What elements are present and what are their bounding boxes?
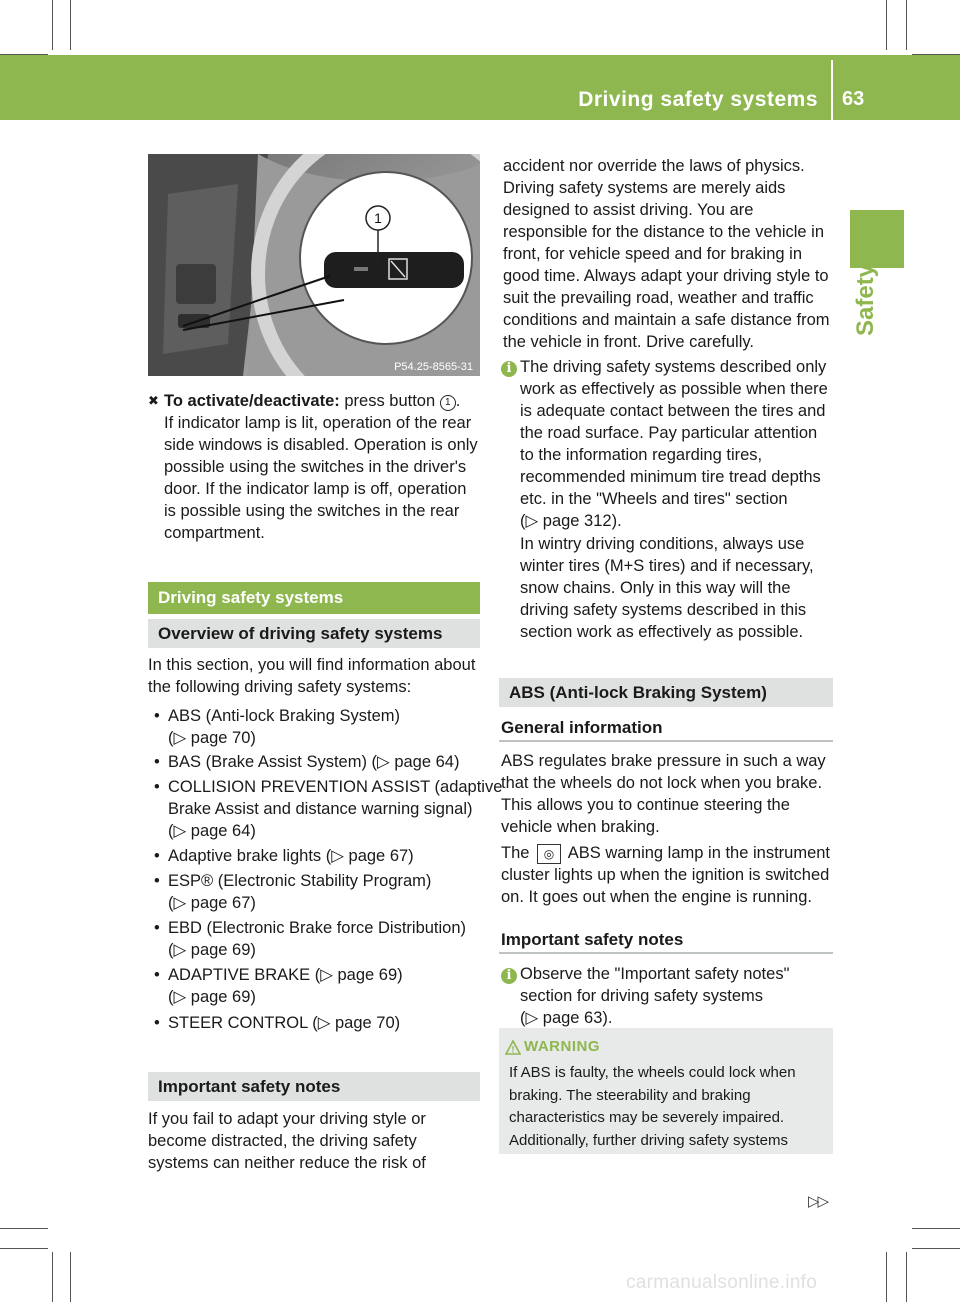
info-icon: i: [501, 361, 517, 377]
header-divider: [831, 60, 833, 120]
warning-text: If ABS is faulty, the wheels could lock when braking. The steerability and braking characteristics may be severely impaired. Additionally, further driving safety systems: [509, 1064, 796, 1149]
section-tab: [850, 210, 904, 268]
intro-paragraph: In this section, you will find information about the following driving safety systems:: [148, 656, 476, 696]
section-tab-label: Safety: [852, 263, 879, 336]
continued-paragraph: accident nor override the laws of physics. Driving safety systems are merely aids designed to assist driving. You are responsible for the distance to the vehicle in front, for vehicle speed and for braking in good time. Always adapt your driving style to suit the prevailing road, weather and traffic conditions and maintain a safe distance from the vehicle in front. Drive carefully.: [503, 157, 830, 351]
crop-mark: [906, 1252, 907, 1302]
important-paragraph: If you fail to adapt your driving style or become distracted, the driving safety systems can neither reduce the risk of: [148, 1110, 426, 1172]
info-icon: i: [501, 968, 517, 984]
important-safety-heading: Important safety notes: [501, 930, 684, 949]
svg-text:!: !: [511, 1044, 515, 1055]
section-heading: Driving safety systems: [148, 582, 480, 614]
crop-mark: [0, 1228, 48, 1229]
instruction-arrow: ✖: [148, 393, 159, 408]
crop-mark: [70, 1252, 71, 1302]
instruction-body: If indicator lamp is lit, operation of the rear side windows is disabled. Operation is only possible using the switches in the driver's door. If the indicator lamp is off, operation is possible using the switches in the rear compartment.: [164, 414, 478, 542]
page-number: 63: [842, 88, 865, 110]
info-note: The driving safety systems described only work as effectively as possible when there is adequate contact between the tires and the road surface. Pay particular attention to the information regarding tires, recommended minimum tire tread depths etc. in the "Wheels and tires" section (▷ page 312). In wintry driving conditions, always use winter tires (M+S tires) and if necessary, snow chains. Only in this way will the driving safety systems described in this section work as effectively as possible.: [520, 358, 828, 641]
running-title: Driving safety systems: [578, 88, 818, 111]
general-info-heading: General information: [501, 718, 663, 737]
abs-heading: ABS (Anti-lock Braking System): [499, 678, 833, 707]
svg-text:1: 1: [374, 210, 382, 226]
crop-mark: [906, 0, 907, 50]
abs-paragraph: ABS regulates brake pressure in such a way that the wheels do not lock when you brake. This allows you to continue steering the vehicle when braking.: [501, 752, 826, 836]
warning-title: WARNING: [524, 1038, 600, 1055]
callout-number-icon: 1: [440, 395, 456, 411]
crop-mark: [886, 1252, 887, 1302]
svg-text:P54.25-8565-31: P54.25-8565-31: [394, 361, 473, 373]
subsection-heading: Overview of driving safety systems: [148, 619, 480, 648]
heading-rule: [499, 952, 833, 954]
crop-mark: [912, 1248, 960, 1249]
crop-mark: [52, 0, 53, 50]
abs-warning-lamp-icon: ◎: [537, 844, 561, 864]
watermark: carmanualsonline.info: [626, 1272, 818, 1293]
door-switch-photo: [148, 154, 480, 376]
crop-mark: [886, 0, 887, 50]
heading-rule: [499, 740, 833, 742]
crop-mark: [0, 1248, 48, 1249]
crop-mark: [912, 1228, 960, 1229]
important-heading: Important safety notes: [148, 1072, 480, 1101]
continue-marker: ▷▷: [808, 1193, 828, 1210]
info-note: Observe the "Important safety notes" section for driving safety systems (▷ page 63).: [520, 965, 790, 1027]
crop-mark: [70, 0, 71, 50]
crop-mark: [52, 1252, 53, 1302]
warning-triangle-icon: [505, 1040, 521, 1060]
abs-lamp-paragraph: The ◎ ABS warning lamp in the instrument cluster lights up when the ignition is switched on. It goes out when the engine is running.: [501, 844, 831, 906]
